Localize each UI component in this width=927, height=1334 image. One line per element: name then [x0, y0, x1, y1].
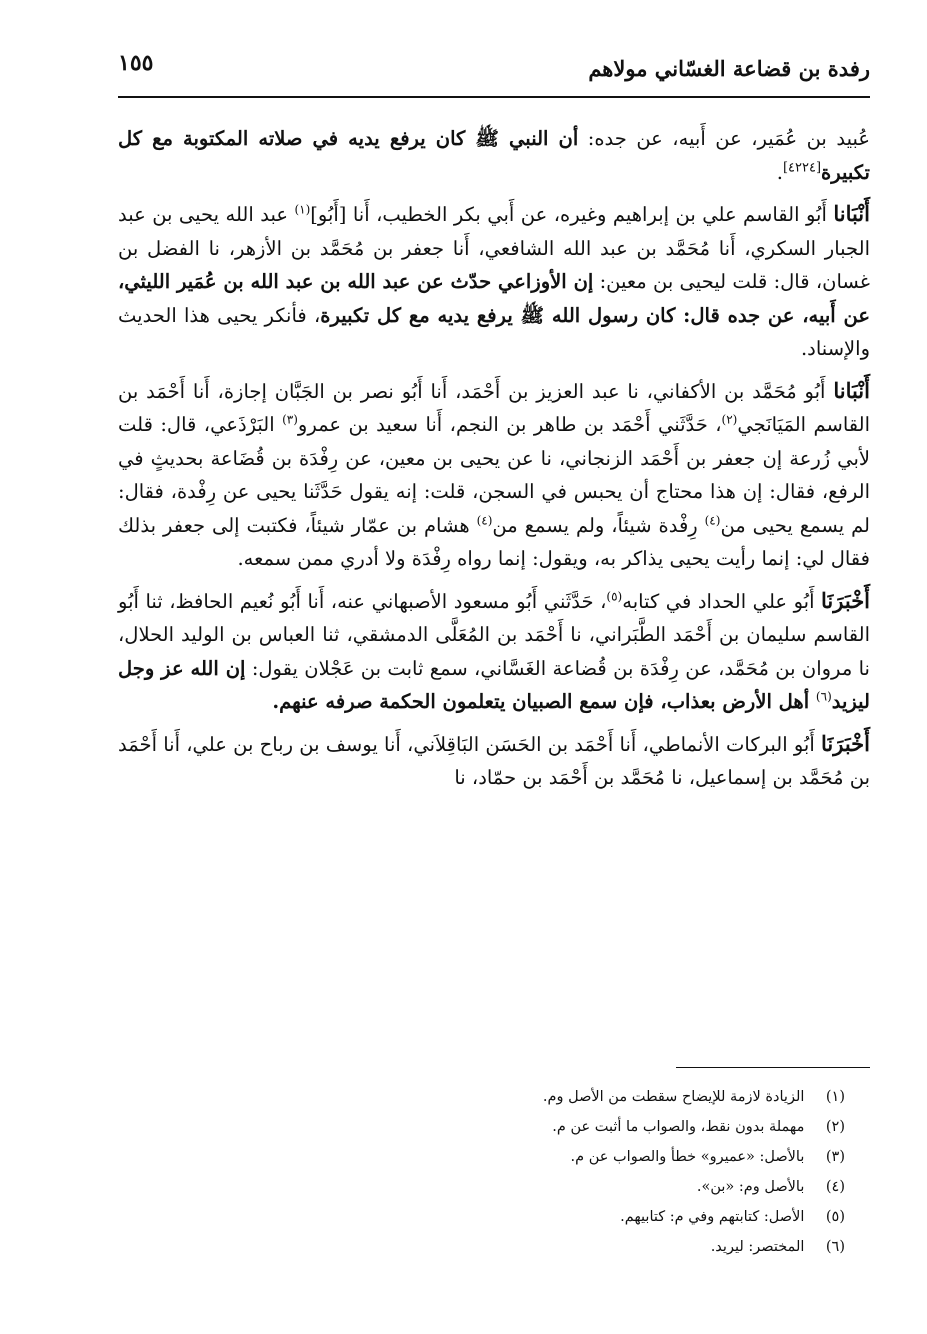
- footnote-text: بالأصل وم: «بن».: [696, 1179, 805, 1195]
- footnote-marker: (٣): [282, 412, 298, 427]
- text-segment: أَبُو علي الحداد في كتابه: [622, 589, 822, 613]
- footnote-item: [325, 1082, 845, 1112]
- footnote-marker: (١): [294, 202, 311, 217]
- hadith-number: [٤٢٢٤]: [782, 160, 822, 175]
- isnad-keyword: أَخْبَرَنَا: [821, 587, 871, 613]
- text-segment: عبد الله يحيى بن عبد الجبار السكري، أَنا مُحَمَّد بن عبد الله الشافعي، أَنا جعفر بن مُحَمَّد بن الأزهر، نا الفضل بن غسان، قال: قلت ليحيى بن معين:: [118, 203, 870, 293]
- footnote-marker: (٤): [704, 513, 721, 527]
- footnote-item: [325, 1232, 845, 1262]
- isnad-keyword: أَنْبَانا: [833, 201, 870, 226]
- footnote-number: (١): [825, 1089, 845, 1105]
- text-segment: .: [776, 160, 783, 184]
- paragraph-5: [118, 727, 870, 795]
- running-title: رفدة بن قضاعة الغسّاني مولاهم: [588, 56, 870, 81]
- hadith-text: إن الأوزاعي حدّث عن عبد الله بن عبد الله بن عُمَير الليثي، عن أَبيه، عن جده قال: كان رسول الله ﷺ يرفع يديه مع كل تكبيرة: [118, 270, 870, 327]
- paragraph-2: [118, 197, 870, 366]
- hadith-text: أن النبي ﷺ كان يرفع يديه في صلاته المكتوبة مع كل تكبيرة: [118, 127, 870, 184]
- text-segment: ، فأنكر يحيى هذا الحديث والإسناد.: [118, 303, 870, 360]
- page-number: ١٥٥: [118, 50, 154, 76]
- text-segment: رِفْدة شيئاً، ولم يسمع من: [492, 513, 705, 537]
- footnote-separator: [676, 1067, 870, 1068]
- footnote-text: المختصر: ليريد.: [710, 1239, 805, 1255]
- text-segment: ، حَدَّثَني أَبُو مسعود الأصبهاني عنه، أَنا أَبُو نُعيم الحافظ، ثنا أَبُو القاسم سليمان بن أَحْمَد الطَّبَراني، نا أَحْمَد بن المُعَلَّى الدمشقي، ثنا العباس بن الوليد الحلال، نا مروان بن مُحَمَّد، عن رِفْدَة بن قُضاعة الغَسَّاني، سمع ثابت بن عَجْلان يقول:: [118, 589, 870, 680]
- quote-text: أهل الأرض بعذاب، فإن سمع الصبيان يتعلمون الحكمة صرفه عنهم.: [272, 690, 816, 713]
- quote-text: إن الله عز وجل ليزيد: [118, 656, 870, 713]
- isnad-keyword: أَنْبَانا: [833, 377, 870, 403]
- paragraph-4: [118, 584, 870, 719]
- footnote-item: [325, 1202, 845, 1232]
- footnote-item: [325, 1142, 845, 1172]
- text-segment: أَبُو القاسم علي بن إبراهيم وغيره، عن أَبي بكر الخطيب، أَنا [أَبُو]: [310, 203, 834, 226]
- text-segment: عُبيد بن عُمَير، عن أَبيه، عن جده:: [578, 127, 870, 150]
- footnote-item: [325, 1172, 845, 1202]
- footnote-text: مهملة بدون نقط، والصواب ما أثبت عن م.: [552, 1119, 805, 1135]
- isnad-keyword: أَخْبَرَنَا: [821, 730, 870, 756]
- footnote-text: بالأصل: «عميرو» خطأ والصواب عن م.: [570, 1149, 805, 1165]
- footnote-number: (٣): [825, 1149, 845, 1165]
- text-segment: أَبُو البركات الأنماطي، أَنا أَحْمَد بن الحَسَن البَاقِلاَني، أَنا يوسف بن رباح بن علي، أَنا أَحْمَد بن مُحَمَّد بن إسماعيل، نا مُحَمَّد بن أَحْمَد بن حمّاد، نا: [118, 732, 870, 789]
- footnotes-list: [325, 1082, 845, 1262]
- paragraph-3: [118, 374, 870, 576]
- footnote-marker: (٤): [476, 513, 493, 527]
- text-segment: ، حَدَّثَني أَحْمَد بن طاهر بن النجم، أَنا سعيد بن عمرو: [297, 413, 722, 436]
- paragraph-1: [118, 122, 870, 189]
- footnote-number: (٥): [825, 1209, 845, 1225]
- footnote-number: (٢): [825, 1119, 845, 1135]
- footnote-number: (٤): [825, 1179, 845, 1195]
- main-text: [118, 122, 870, 803]
- text-segment: البَرْذَعي، قال: قلت لأبي زُرعة إن جعفر بن أَحْمَد الزنجاني، نا عن يحيى بن معين، عن رِفْدَة بن قُضَاعة بحديثٍ في الرفع، فقال: إن هذا محتاج أن يحبس في السجن، قلت: إنه يقول حَدَّثَنا يحيى عن رِفْدة، فقال: لم يسمع يحيى من: [118, 413, 870, 537]
- footnote-marker: (٥): [606, 589, 623, 603]
- footnote-text: الزيادة لازمة للإيضاح سقطت من الأصل وم.: [542, 1089, 805, 1105]
- footnote-item: [325, 1112, 845, 1142]
- footnote-marker: (٢): [721, 412, 738, 427]
- text-segment: أَبُو مُحَمَّد بن الأكفاني، نا عبد العزيز بن أَحْمَد، أَنا أَبُو نصر بن الجَبَّان إجازة، أَنا أَحْمَد بن القاسم المَيَانَجي: [118, 379, 870, 436]
- footnote-number: (٦): [825, 1239, 845, 1255]
- text-segment: هشام بن عمّار شيئاً، فكتبت إلى جعفر بذلك فقال لي: إنما رأيت يحيى يذاكر به، ويقول: إنما رواه رِفْدَة ولا أدري ممن سمعه.: [118, 513, 870, 570]
- footnote-marker: (٦): [815, 689, 832, 704]
- footnote-text: الأصل: كتابتهم وفي م: كتابيهم.: [620, 1209, 805, 1225]
- page-header: [118, 46, 870, 98]
